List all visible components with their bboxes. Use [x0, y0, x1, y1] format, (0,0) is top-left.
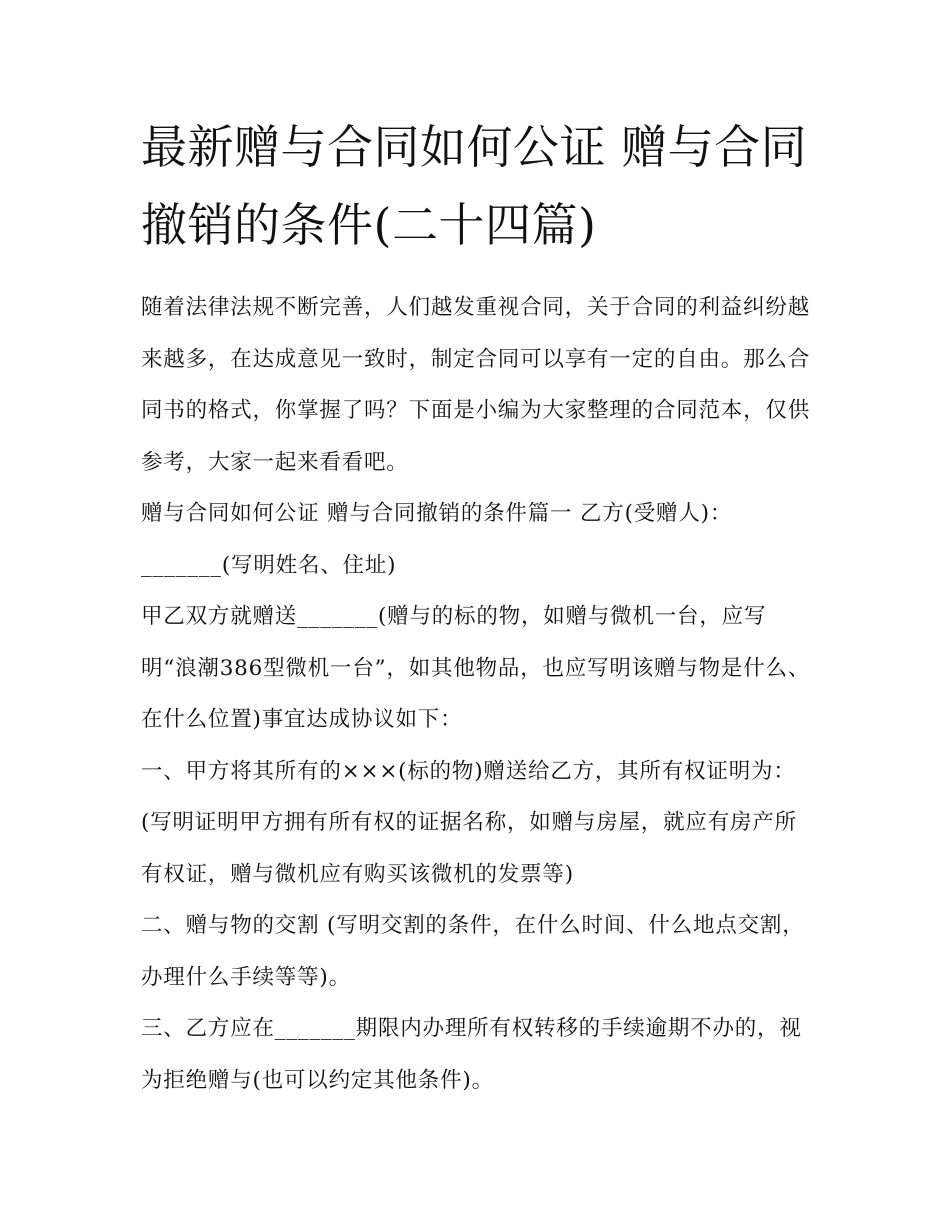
- gift-object-paragraph: 甲乙双方就赠送_______(赠与的标的物，如赠与微机一台，应写明“浪潮386型微机一台”，如其他物品，也应写明该赠与物是什么、在什么位置)事宜达成协议如下：: [141, 604, 811, 732]
- document-title: 最新赠与合同如何公证 赠与合同撤销的条件(二十四篇): [141, 120, 808, 252]
- clause-two-paragraph: 二、赠与物的交割 (写明交割的条件，在什么时间、什么地点交割，办理什么手续等等)。: [141, 913, 805, 990]
- clause-one-paragraph: 一、甲方将其所有的×××(标的物)赠送给乙方，其所有权证明为：(写明证明甲方拥有所有权的证据名称，如赠与房屋，就应有房产所有权证，赠与微机应有购买该微机的发票等): [141, 758, 797, 887]
- document-body: [141, 108, 813, 1106]
- intro-paragraph: 随着法律法规不断完善，人们越发重视合同，关于合同的利益纠纷越来越多，在达成意见一致时，制定合同可以享有一定的自由。那么合同书的格式，你掌握了吗？下面是小编为大家整理的合同范本，仅供参考，大家一起来看看吧。: [141, 295, 811, 475]
- section-heading-paragraph: 赠与合同如何公证 赠与合同撤销的条件篇一 乙方(受赠人)：_______(写明姓名、住址): [141, 501, 733, 578]
- clause-three-paragraph: 三、乙方应在_______期限内办理所有权转移的手续逾期不办的，视为拒绝赠与(也可以约定其他条件)。: [141, 1016, 802, 1093]
